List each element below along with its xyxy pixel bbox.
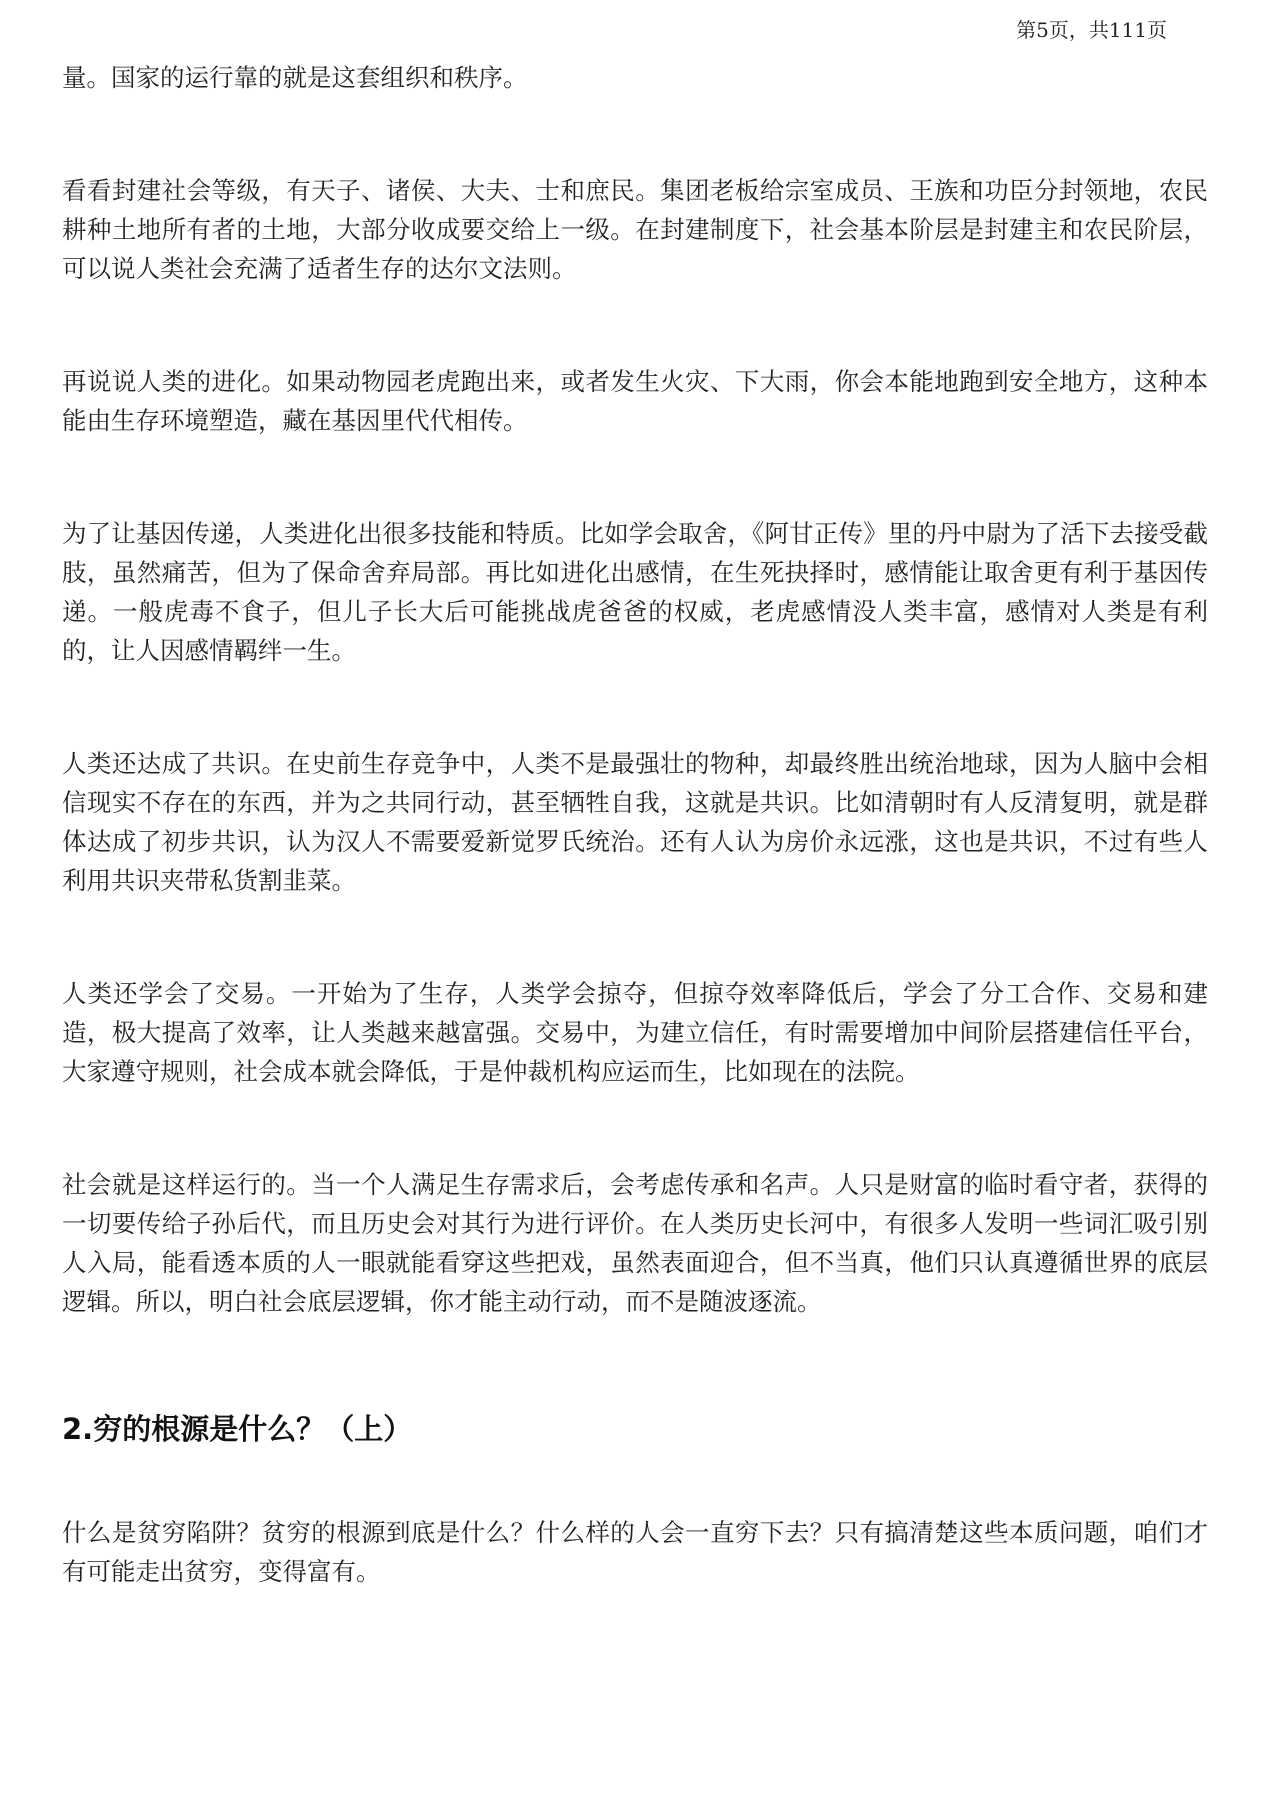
paragraph-poverty-trap: 什么是贫穷陷阱？贫穷的根源到底是什么？什么样的人会一直穷下去？只有搞清楚这些本质问题，咱们才有可能走出贫穷，变得富有。 bbox=[62, 1518, 1208, 1586]
paragraph-gene-transmission: 为了让基因传递，人类进化出很多技能和特质。比如学会取舍，《阿甘正传》里的丹中尉为了活下去接受截肢，虽然痛苦，但为了保命舍弃局部。再比如进化出感情，在生死抉择时，感情能让取舍更有利于基因传递。一般虎毒不食子，但儿子长大后可能挑战虎爸爸的权威，老虎感情没人类丰富，感情对人类是有利的，让人因感情羁绊一生。 bbox=[62, 519, 1208, 665]
document-body bbox=[62, 58, 1208, 1591]
paragraph-consensus: 人类还达成了共识。在史前生存竞争中，人类不是最强壮的物种，却最终胜出统治地球，因为人脑中会相信现实不存在的东西，并为之共同行动，甚至牺牲自我，这就是共识。比如清朝时有人反清复明，就是群体达成了初步共识，认为汉人不需要爱新觉罗氏统治。还有人认为房价永远涨，这也是共识，不过有些人利用共识夹带私货割韭菜。 bbox=[62, 749, 1208, 895]
page-indicator: 第5页，共111页 bbox=[1016, 18, 1167, 42]
paragraph-society-operation: 社会就是这样运行的。当一个人满足生存需求后，会考虑传承和名声。人只是财富的临时看守者，获得的一切要传给子孙后代，而且历史会对其行为进行评价。在人类历史长河中，有很多人发明一些词汇吸引别人入局，能看透本质的人一眼就能看穿这些把戏，虽然表面迎合，但不当真，他们只认真遵循世界的底层逻辑。所以，明白社会底层逻辑，你才能主动行动，而不是随波逐流。 bbox=[62, 1170, 1208, 1316]
paragraph-organization-order: 量。国家的运行靠的就是这套组织和秩序。 bbox=[62, 63, 528, 92]
paragraph-feudal-hierarchy: 看看封建社会等级，有天子、诸侯、大夫、士和庶民。集团老板给宗室成员、王族和功臣分封领地，农民耕种土地所有者的土地，大部分收成要交给上一级。在封建制度下，社会基本阶层是封建主和农民阶层，可以说人类社会充满了适者生存的达尔文法则。 bbox=[62, 176, 1208, 283]
section-heading: 2.穷的根源是什么？（上） bbox=[62, 1412, 413, 1446]
paragraph-trade: 人类还学会了交易。一开始为了生存，人类学会掠夺，但掠夺效率降低后，学会了分工合作、交易和建造，极大提高了效率，让人类越来越富强。交易中，为建立信任，有时需要增加中间阶层搭建信任平台，大家遵守规则，社会成本就会降低，于是仲裁机构应运而生，比如现在的法院。 bbox=[62, 979, 1208, 1086]
paragraph-human-evolution: 再说说人类的进化。如果动物园老虎跑出来，或者发生火灾、下大雨，你会本能地跑到安全地方，这种本能由生存环境塑造，藏在基因里代代相传。 bbox=[62, 367, 1208, 435]
